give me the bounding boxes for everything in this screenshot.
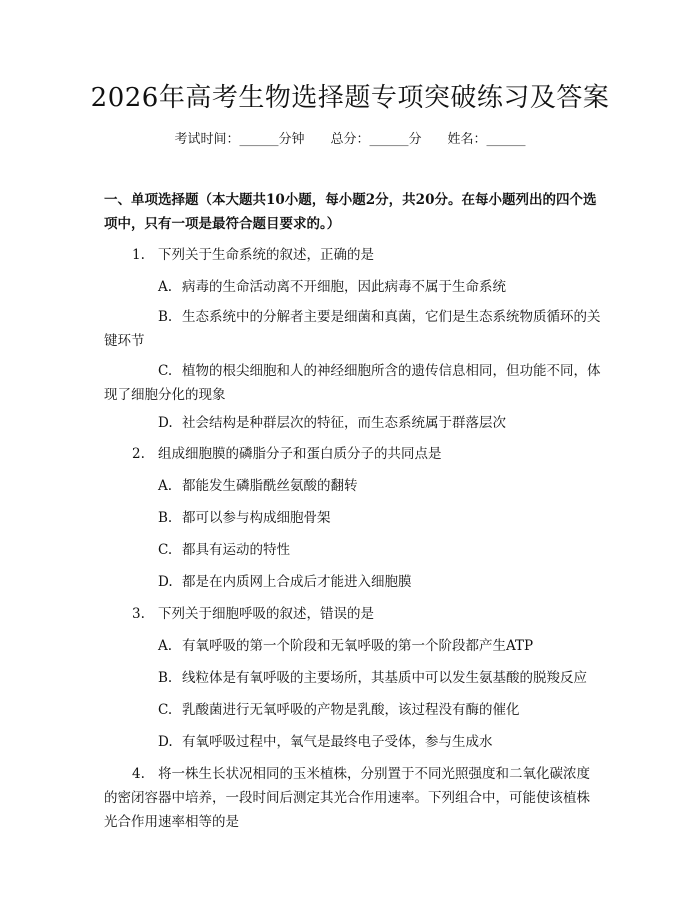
page-title: 2026年高考生物选择题专项突破练习及答案 (90, 83, 610, 113)
section-heading: 一、单项选择题（本大题共10小题，每小题2分，共20分。在每小题列出的四个选项中，只有一项是最符合题目要求的。） (104, 192, 597, 232)
name-field: 姓名：______ (447, 132, 526, 147)
question-4 (104, 762, 602, 834)
option-letter: C. (158, 542, 173, 558)
question-2 (104, 442, 602, 466)
option-text: 乳酸菌进行无氧呼吸的产物是乳酸，该过程没有酶的催化 (182, 702, 520, 718)
question-stem: 组成细胞膜的磷脂分子和蛋白质分子的共同点是 (158, 446, 442, 462)
option-letter: B. (158, 309, 173, 325)
option-1c (104, 359, 602, 407)
question-number: 2. (132, 446, 145, 462)
option-letter: A. (158, 638, 173, 654)
option-text: 生态系统中的分解者主要是细菌和真菌，它们是生态系统物质循环的关键环节 (104, 309, 601, 349)
option-2d (104, 570, 602, 594)
option-text: 社会结构是种群层次的特征，而生态系统属于群落层次 (182, 415, 506, 431)
option-text: 线粒体是有氧呼吸的主要场所，其基质中可以发生氨基酸的脱羧反应 (182, 670, 587, 686)
option-2c (104, 538, 602, 562)
time-field: 考试时间：______分钟 (174, 132, 305, 147)
option-text: 病毒的生命活动离不开细胞，因此病毒不属于生命系统 (182, 279, 506, 295)
option-letter: B. (158, 510, 173, 526)
exam-meta (0, 130, 700, 150)
option-3d (104, 730, 602, 754)
option-1b (104, 305, 602, 353)
option-2b (104, 506, 602, 530)
option-2a (104, 474, 602, 498)
question-1 (104, 243, 602, 267)
option-letter: A. (158, 478, 173, 494)
option-letter: C. (158, 702, 173, 718)
option-letter: C. (158, 363, 173, 379)
option-3a (104, 634, 602, 658)
score-field: 总分：______分 (330, 132, 422, 147)
option-text: 都能发生磷脂酰丝氨酸的翻转 (182, 478, 358, 494)
option-1d (104, 411, 602, 435)
option-3c (104, 698, 602, 722)
option-letter: D. (158, 415, 173, 431)
option-text: 都是在内质网上合成后才能进入细胞膜 (182, 574, 412, 590)
question-number: 3. (132, 606, 145, 622)
option-letter: B. (158, 670, 173, 686)
question-stem: 下列关于细胞呼吸的叙述，错误的是 (158, 606, 374, 622)
option-3b (104, 666, 602, 690)
question-stem: 将一株生长状况相同的玉米植株，分别置于不同光照强度和二氧化碳浓度的密闭容器中培养，一段时间后测定其光合作用速率。下列组合中，可能使该植株光合作用速率相等的是 (104, 766, 590, 830)
option-text: 都具有运动的特性 (182, 542, 290, 558)
option-letter: D. (158, 574, 173, 590)
question-stem: 下列关于生命系统的叙述，正确的是 (158, 247, 374, 263)
option-1a (104, 275, 602, 299)
option-letter: D. (158, 734, 173, 750)
option-letter: A. (158, 279, 173, 295)
question-number: 1. (132, 247, 145, 263)
option-text: 植物的根尖细胞和人的神经细胞所含的遗传信息相同，但功能不同，体现了细胞分化的现象 (104, 363, 601, 403)
question-number: 4. (132, 766, 145, 782)
option-text: 有氧呼吸的第一个阶段和无氧呼吸的第一个阶段都产生ATP (182, 638, 534, 654)
option-text: 都可以参与构成细胞骨架 (182, 510, 331, 526)
question-3 (104, 602, 602, 626)
option-text: 有氧呼吸过程中，氧气是最终电子受体，参与生成水 (182, 734, 493, 750)
